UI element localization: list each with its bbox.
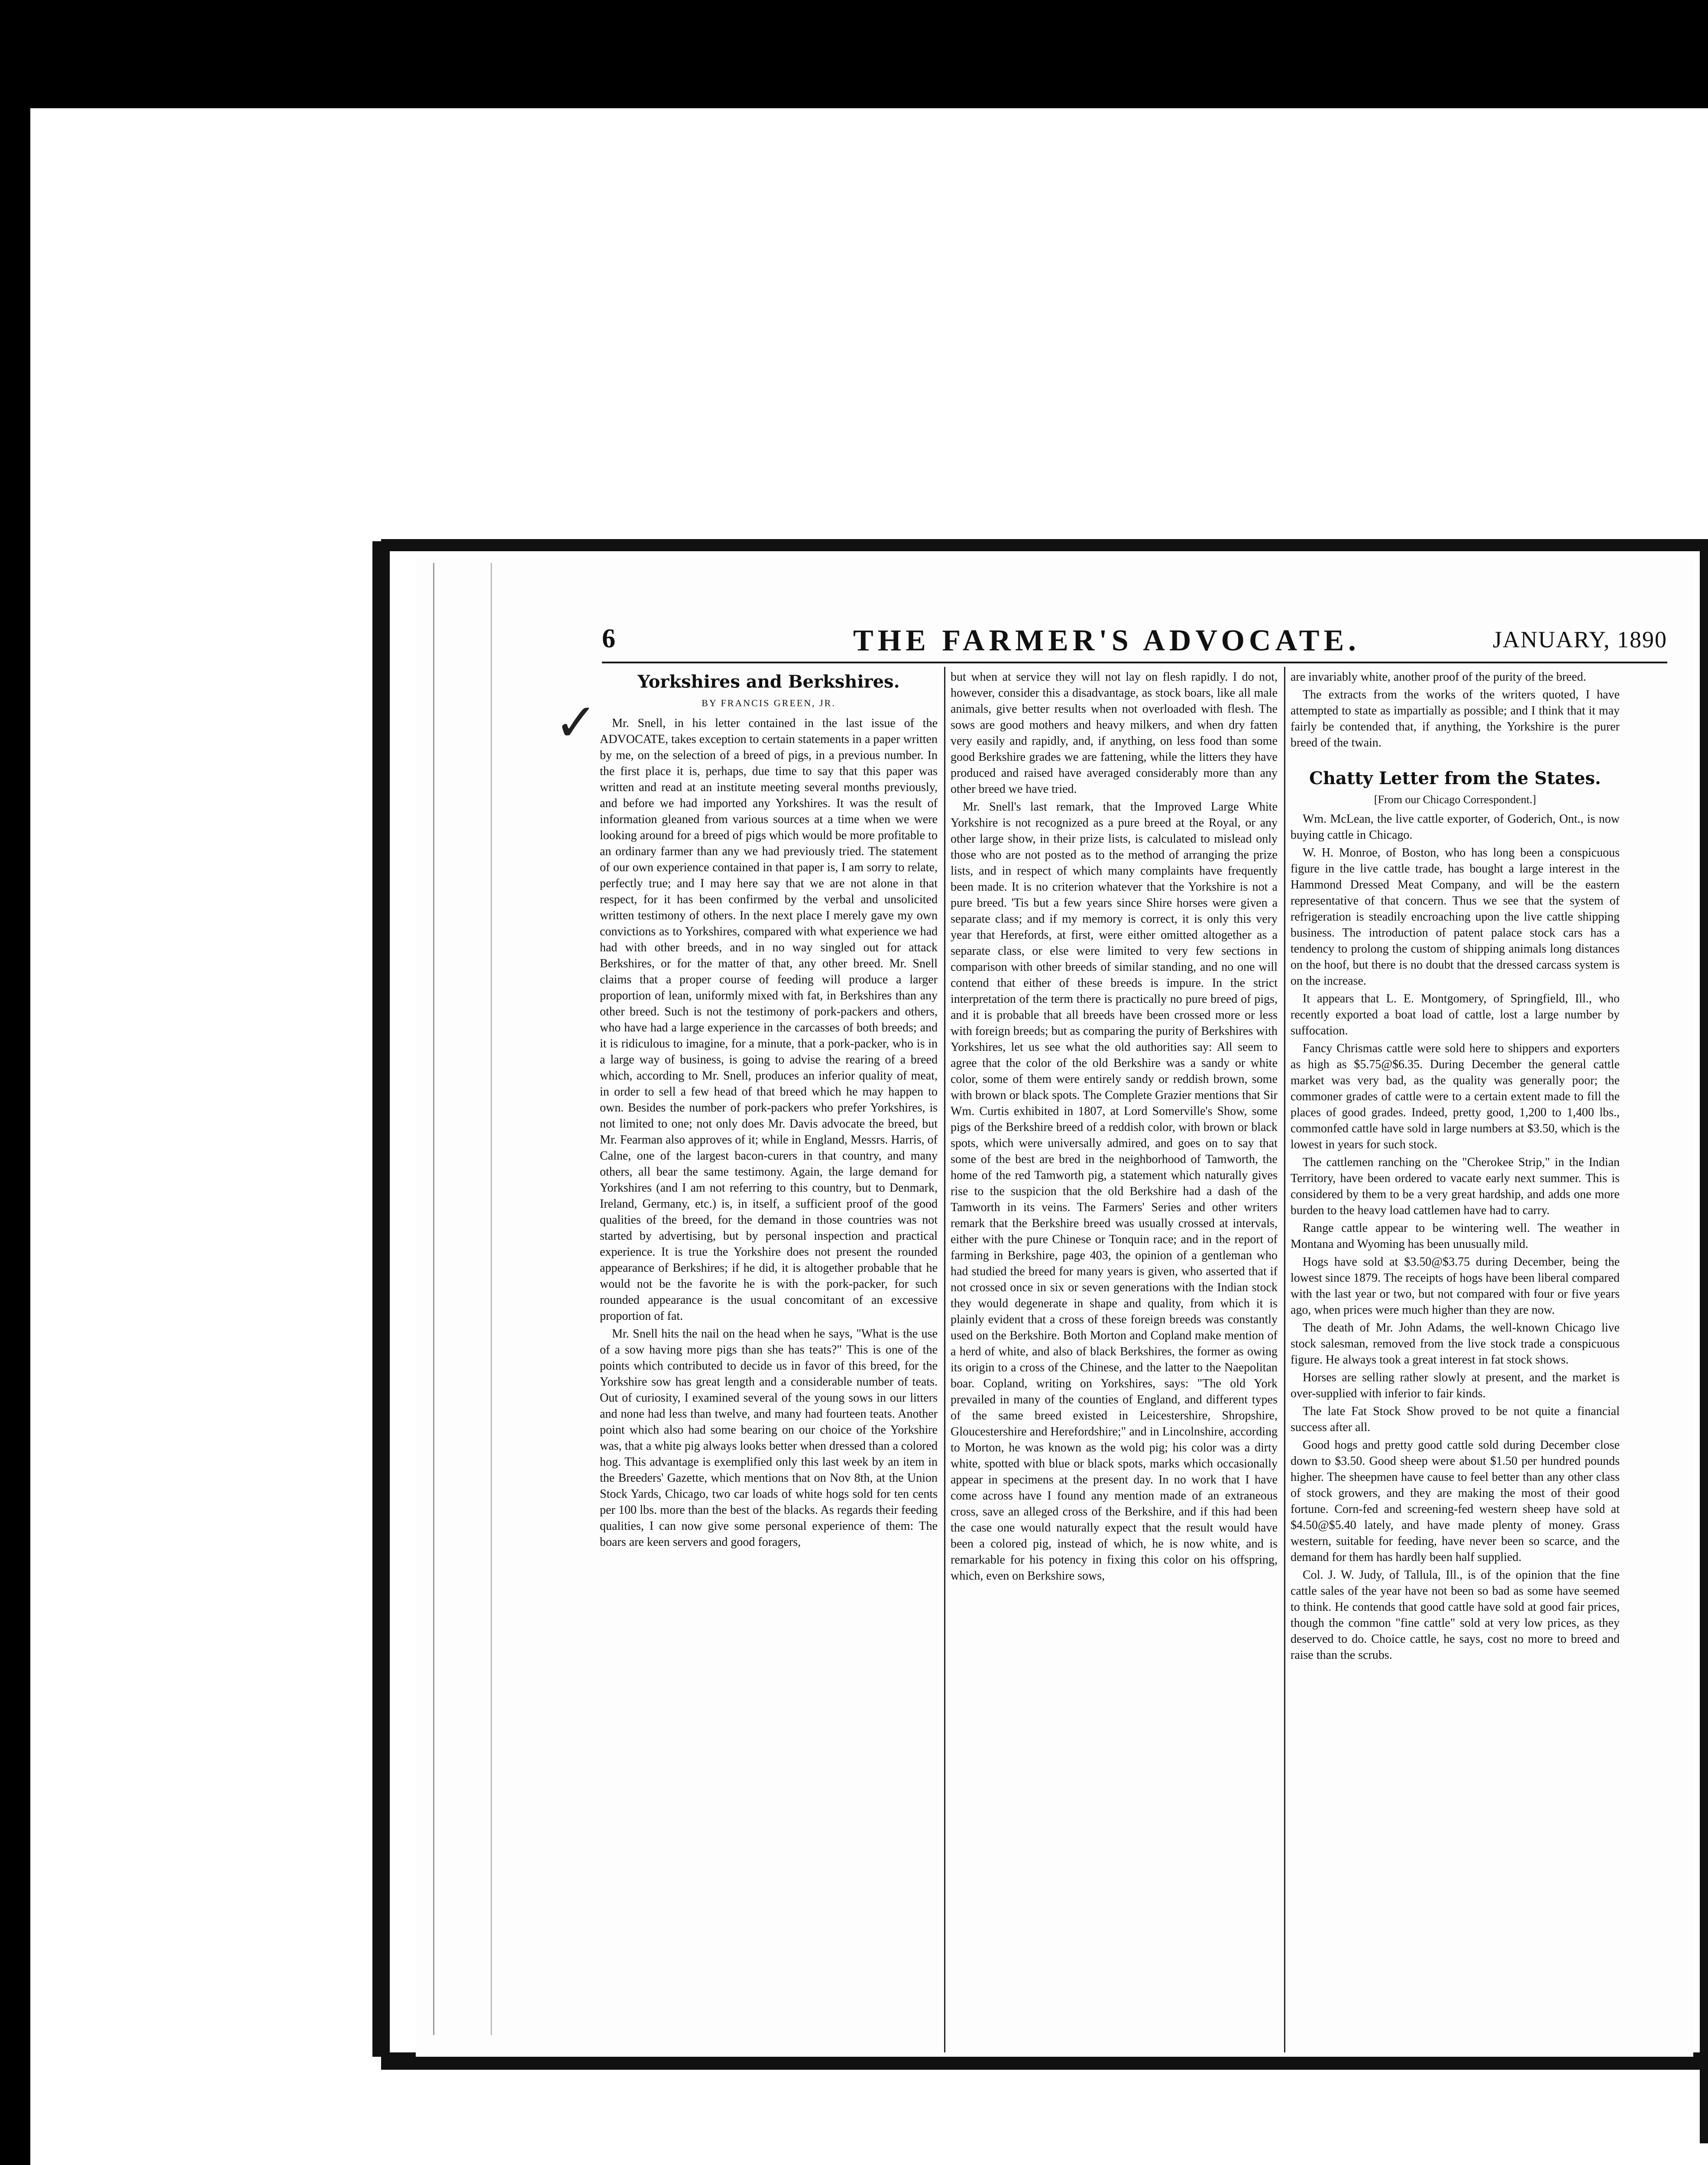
binding-shadow [433, 563, 492, 2035]
paragraph: Good hogs and pretty good cattle sold during December close down to $3.50. Good sheep were about $1.50 per hundred pounds higher. The sheepmen have cause to feel better than any other class of stock growers, and they are making the most of their good fortune. Corn-fed and screening-fed western sheep have sold at $4.50@$5.40 lately, and have made plenty of money. Grass western, suitable for feeding, have never been so scarce, and the demand for them has hardly been half supplied. [1291, 1438, 1620, 1564]
paragraph: Hogs have sold at $3.50@$3.75 during December, being the lowest since 1879. The receipts of hogs have been liberal compared with the last year or two, but not compared with four or five years ago, when prices were much higher than they are now. [1291, 1255, 1620, 1317]
paragraph: are invariably white, another proof of the purity of the breed. [1291, 670, 1586, 684]
check-mark-icon: ✓ [554, 693, 598, 753]
paragraph: Mr. Snell, in his letter contained in the last issue of the ADVOCATE, takes exception to certain statements in a paper written by me, on the selection of a breed of pigs, in a previous number. In the first place it is, perhaps, due time to say that this paper was written and read at an institute meeting several months previously, and before we had imported any Yorkshires. It was the result of information gleaned from various sources at a time when we were looking around for a breed of pigs which would be more profitable to an ordinary farmer than any we had previously tried. The statement of our own experience contained in that paper is, I am sorry to relate, perfectly true; and I may here say that we are not alone in that respect, for it has been confirmed by the verbal and unsolicited written testimony of others. In the next place I merely gave my own convictions as to Yorkshires, compared with what experience we had had with other breeds, and in no way singled out for attack Berkshires, or for the matter of that, any other breed. Mr. Snell claims that a proper course of feeding will produce a larger proportion of lean, uniformly mixed with fat, in Berkshires than any other breed. Such is not the testimony of pork-packers and others, who have had a large experience in the carcasses of both breeds; and it is ridiculous to imagine, for a minute, that a pork-packer, who is in a large way of business, is going to advise the rearing of a breed which, according to Mr. Snell, produces an inferior quality of meat, in order to sell a few head of that breed which he may happen to own. Besides the number of pork-packers who prefer Yorkshires, is not limited to one; not only does Mr. Davis advocate the breed, but Mr. Fearman also approves of it; while in England, Messrs. Harris, of Calne, one of the largest bacon-curers in that country, and many others, all bear the same testimony. Again, the large demand for Yorkshires (and I am not referring to this country, but to Denmark, Ireland, Germany, etc.) is, in itself, a sufficient proof of the good qualities of the breed, for the demand in those countries was not started by advertising, but by personal inspection and practical experience. It is true the Yorkshire does not present the rounded appearance of Berkshires; if he did, it is altogether probable that he would not be the favorite he is with the pork-packer, for such rounded appearance is the usual concomitant of an excessive proportion of fat. [600, 717, 938, 1323]
paragraph: Mr. Snell hits the nail on the head when he says, "What is the use of a sow having more pigs than she has teats?" This is one of the points which contributed to decide us in favor of this breed, for the Yorkshire sow has great length and a considerable number of teats. Out of curiosity, I examined several of the young sows in our litters and none had less than twelve, and many had fourteen teats. Another point which also had some bearing on our choice of the Yorkshire was, that a white pig always looks better when dressed than a colored hog. This advantage is exemplified only this last week by an item in the Breeders' Gazette, which mentions that on Nov 8th, at the Union Stock Yards, Chicago, two car loads of white hogs sold for ten cents per 100 lbs. more than the best of the blacks. As regards their feeding qualities, I can now give some personal experience of them: The boars are keen servers and good foragers, [600, 1327, 938, 1549]
paragraph: The death of Mr. John Adams, the well-known Chicago live stock salesman, removed from the live stock trade a conspicuous figure. He always took a great interest in fat stock shows. [1291, 1321, 1620, 1367]
article-byline: [From our Chicago Correspondent.] [1374, 793, 1537, 806]
page-edge-top [381, 539, 1708, 551]
article-title: Yorkshires and Berkshires. [637, 672, 900, 692]
masthead: THE FARMER'S ADVOCATE. [853, 624, 1360, 657]
column-divider [1284, 667, 1285, 2052]
paragraph: Horses are selling rather slowly at present, and the market is over-supplied with inferior to fair kinds. [1291, 1371, 1620, 1400]
paragraph: Col. J. W. Judy, of Tallula, Ill., is of the opinion that the fine cattle sales of the year have not been so bad as some have seemed to think. He contends that good cattle have sold at good fair prices, though the common "fine cattle" sold at very low prices, as they deserved to do. Choice cattle, he says, cost no more to breed and raise than the scrubs. [1291, 1568, 1620, 1662]
paragraph: Fancy Chrismas cattle were sold here to shippers and exporters as high as $5.75@$6.35. During December the general cattle market was very bad, as the quality was generally poor; the commoner grades of cattle were to a certain extent made to fill the places of good grades. Indeed, pretty good, 1,200 to 1,400 lbs., commonfed cattle have sold in large numbers at $3.50, which is the lowest in years for such stock. [1291, 1042, 1620, 1151]
paragraph: Range cattle appear to be wintering well. The weather in Montana and Wyoming has been unusually mild. [1291, 1221, 1620, 1251]
paragraph: Mr. Snell's last remark, that the Improved Large White Yorkshire is not recognized as a pure breed at the Royal, or any other large show, in their prize lists, is calculated to mislead only those who are not posted as to the method of arranging the prize lists, and in respect of which many complaints have frequently been made. It is no criterion whatever that the Yorkshire is not a pure breed. 'Tis but a few years since Shire horses were given a separate class; and if my memory is correct, it is only this very year that Herefords, at first, were either omitted altogether as a separate class, or else were limited to very few sections in comparison with other breeds of similar standing, and no one will contend that either of these breeds is impure. In the strict interpretation of the term there is practically no pure breed of pigs, and it is probable that all breeds have been crossed more or less with foreign breeds; but as comparing the purity of Berkshires with Yorkshires, let us see what the old authorities say: All seem to agree that the color of the old Berkshire was a sandy or white color, some of them were entirely sandy or reddish brown, some with brown or black spots. The Complete Grazier mentions that Sir Wm. Curtis exhibited in 1807, at Lord Somerville's Show, some pigs of the Berkshire breed of a reddish color, with brown or black spots, which were universally admired, and goes on to say that some of the best are bred in the neighborhood of Tamworth, the home of the red Tamworth pig, a statement which naturally gives rise to the suspicion that the old Berkshire had a dash of the Tamworth in its veins. The Farmers' Series and other writers remark that the Berkshire breed was usually crossed at intervals, either with the pure Chinese or Tonquin race; and in the report of farming in Berkshire, page 403, the opinion of a gentleman who had studied the breed for many years is given, who asserted that if not crossed once in six or seven generations with the Indian stock they would degenerate in shape and quality, from which it is plainly evident that a cross of these foreign breeds was constantly used on the Berkshire. Both Morton and Copland make mention of a herd of white, and also of black Berkshires, the former as owing its origin to a cross of the Chinese, and the latter to the Naepolitan boar. Copland, writing on Yorkshires, says: "The old York prevailed in many of the counties of England, and different types of the same breed existed in Leicestershire, Shropshire, Gloucestershire and Herefordshire;" and in Lincolnshire, according to Morton, he was known as the wold pig; his color was a dirty white, spotted with blue or black spots, marks which occasionally appear in specimens at the present day. In no work that I have come across have I found any mention made of an extraneous cross, save an alleged cross of the Berkshire, and if this had been the case one would naturally expect that the result would have been a colored pig, instead of which, he is now white, and is remarkable for his potency in fixing this color on his offspring, which, even on Berkshire sows, [951, 800, 1278, 1583]
column-3 [1291, 669, 1620, 2050]
paragraph: The late Fat Stock Show proved to be not quite a financial success after all. [1291, 1405, 1620, 1434]
issue-date: JANUARY, 1890 [1492, 627, 1667, 653]
article-byline: BY FRANCIS GREEN, JR. [702, 698, 836, 708]
paragraph: It appears that L. E. Montgomery, of Springfield, Ill., who recently exported a boat load of cattle, lost a large number by suffocation. [1291, 992, 1620, 1037]
page-edge-right [1700, 541, 1708, 2143]
book-spine [372, 541, 390, 2057]
column-2 [951, 669, 1278, 2050]
paragraph: The cattlemen ranching on the "Cherokee Strip," in the Indian Territory, have been ordered to vacate early next summer. This is considered by them to be a very great hardship, and adds one more burden to the heavy load cattlemen have had to carry. [1291, 1156, 1620, 1217]
paragraph: W. H. Monroe, of Boston, who has long been a conspicuous figure in the live cattle trade, has bought a large interest in the Hammond Dressed Meat Company, and will be the eastern representative of that concern. Thus we see that the system of refrigeration is steadily encroaching upon the live cattle shipping business. The introduction of patent palace stock cars has a tendency to prolong the custom of shipping animals long distances on the hoof, but there is no doubt that the dressed carcass system is on the increase. [1291, 846, 1620, 988]
paragraph: Wm. McLean, the live cattle exporter, of Goderich, Ont., is now buying cattle in Chicago. [1291, 812, 1620, 842]
header-rule [602, 662, 1667, 663]
column-divider [944, 667, 945, 2052]
page-number: 6 [602, 624, 615, 653]
paragraph: but when at service they will not lay on flesh rapidly. I do not, however, consider this a disadvantage, as stock boars, like all male animals, give better results when not overloaded with flesh. The sows are good mothers and heavy milkers, and when dry fatten very easily and rapidly, and, if anything, on less food than some good Berkshire grades we are fattening, while the litters they have produced and raised have averaged considerably more than any other breed we have tried. [951, 670, 1278, 796]
column-1 [600, 669, 938, 2050]
paragraph: The extracts from the works of the writers quoted, I have attempted to state as impartially as possible; and I think that it may fairly be contended that, if anything, the Yorkshire is the purer breed of the twain. [1291, 688, 1620, 750]
article-title: Chatty Letter from the States. [1309, 768, 1601, 788]
page-header [602, 624, 1667, 662]
